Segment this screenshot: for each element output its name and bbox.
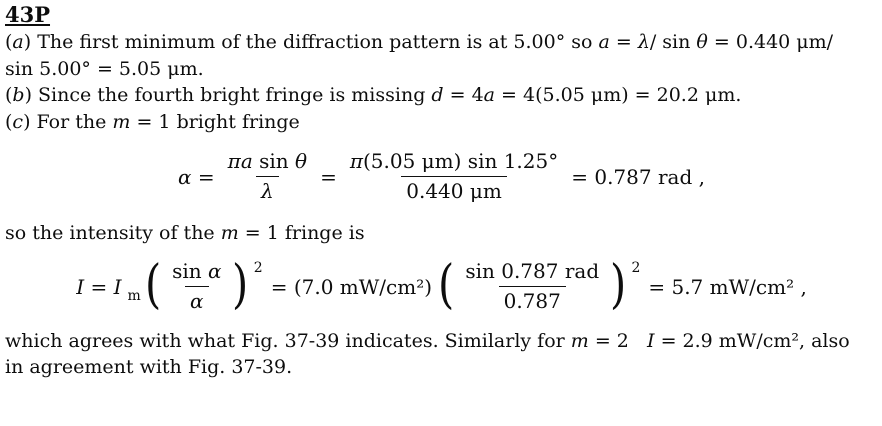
exponent-2: 2 [631, 259, 641, 276]
left-parenthesis: ( [144, 254, 162, 315]
paragraph-c: (c) For the m = 1 bright fringe [5, 110, 300, 133]
equals-sign: = [320, 164, 337, 189]
fraction-numeric-alpha [345, 150, 563, 203]
fraction-sin-0787-over-0787 [460, 260, 604, 313]
equation-intensity-lhs: I = I [76, 274, 122, 299]
subscript-m: m [127, 287, 141, 304]
fraction-denominator: α [185, 286, 209, 313]
equation-alpha-result: = 0.787 rad , [571, 164, 705, 189]
paragraph-intensity-intro: so the intensity of the m = 1 fringe is [5, 222, 365, 244]
fraction-denominator: 0.787 [499, 286, 566, 313]
right-parenthesis: ) [232, 254, 249, 315]
equation-alpha-lhs: α = [178, 164, 215, 189]
paragraph-closing-line-2: in agreement with Fig. 37-39. [5, 356, 293, 378]
fraction-denominator: 0.440 μm [401, 176, 507, 203]
paragraph-a-line-2: sin 5.00° = 5.05 μm. [5, 57, 204, 80]
problem-number: 43P [5, 2, 51, 27]
paragraph-b: (b) Since the fourth bright fringe is missing d = 4a = 4(5.05 μm) = 20.2 μm. [5, 84, 742, 106]
left-parenthesis: ( [438, 254, 455, 315]
fraction-sin-alpha-over-alpha [167, 260, 226, 313]
equation-intensity-result: = 5.7 mW/cm² , [648, 274, 807, 299]
equation-alpha [5, 150, 878, 203]
fraction-denominator: λ [256, 176, 279, 203]
equation-intensity [5, 254, 878, 315]
fraction-pi-a-sin-theta-over-lambda [223, 150, 312, 203]
equation-intensity-mid: = (7.0 mW/cm²) [270, 274, 433, 299]
fraction-numerator: sin α [172, 259, 222, 283]
paragraph-a-line-1: (a) The first minimum of the diffraction pattern is at 5.00° so a = λ/ sin θ = 0.440 μm/ [5, 31, 834, 53]
exponent-2: 2 [253, 259, 263, 276]
fraction-numerator: πa sin θ [227, 149, 308, 173]
right-parenthesis: ) [610, 254, 627, 315]
paragraph-closing-line-1: which agrees with what Fig. 37-39 indicates. Similarly for m = 2 I = 2.9 mW/cm², also [5, 329, 850, 352]
fraction-numerator: sin 0.787 rad [465, 259, 600, 283]
fraction-numerator: π(5.05 μm) sin 1.25° [349, 149, 559, 173]
